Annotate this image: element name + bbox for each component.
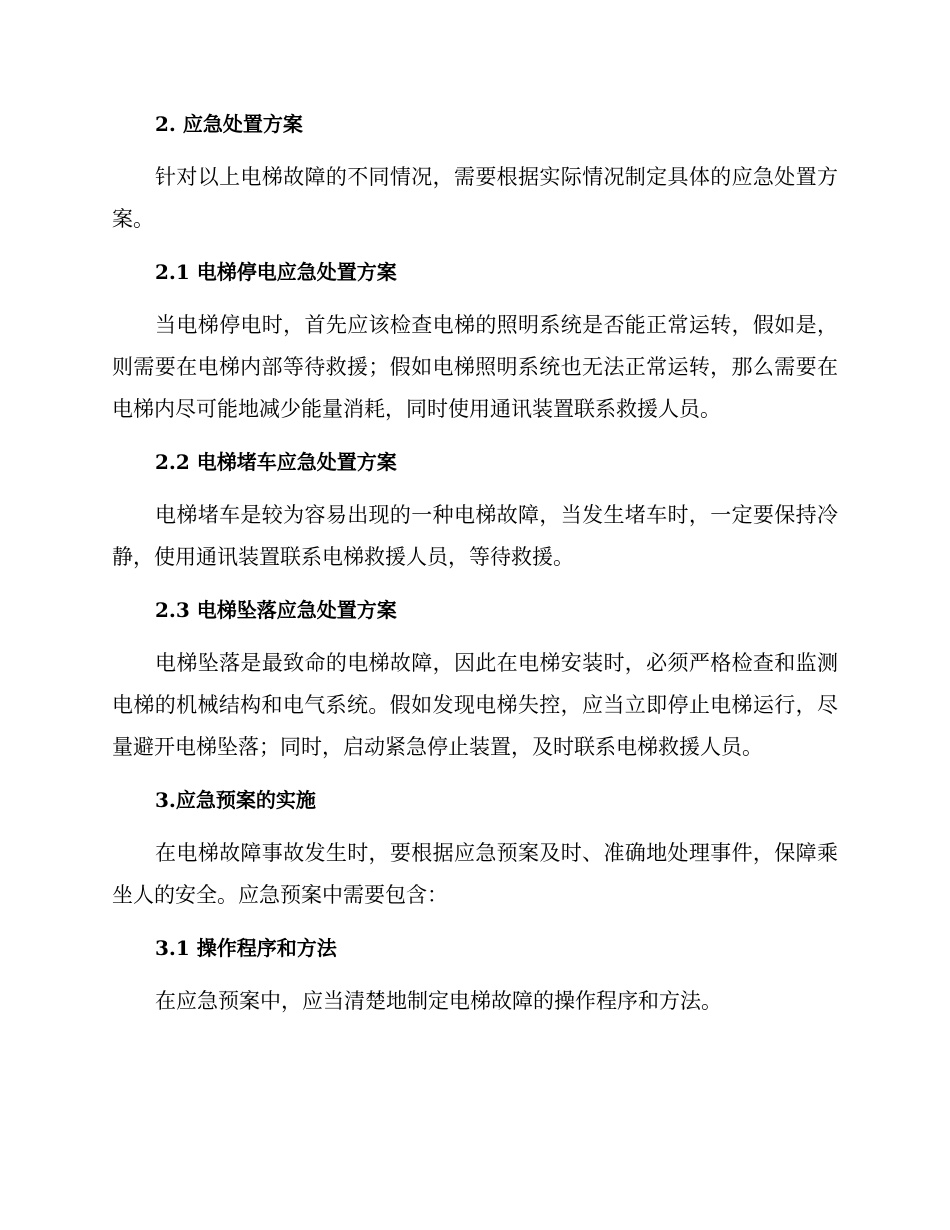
section-paragraph: 电梯堵车是较为容易出现的一种电梯故障，当发生堵车时，一定要保持冷静，使用通讯装置联系电梯救援人员，等待救援。 [112,503,838,569]
section-heading: 2. 应急处置方案 [155,112,303,136]
section-heading: 2.1 电梯停电应急处置方案 [155,260,397,284]
section-heading: 2.2 电梯堵车应急处置方案 [155,450,397,474]
section-paragraph: 当电梯停电时，首先应该检查电梯的照明系统是否能正常运转，假如是，则需要在电梯内部等待救援；假如电梯照明系统也无法正常运转，那么需要在电梯内尽可能地减少能量消耗，同时使用通讯装置联系救援人员。 [112,313,838,421]
section-paragraph: 电梯坠落是最致命的电梯故障，因此在电梯安装时，必须严格检查和监测电梯的机械结构和电气系统。假如发现电梯失控，应当立即停止电梯运行，尽量避开电梯坠落；同时，启动紧急停止装置，及时联系电梯救援人员。 [112,651,838,759]
section-paragraph: 在电梯故障事故发生时，要根据应急预案及时、准确地处理事件，保障乘坐人的安全。应急预案中需要包含： [112,841,838,907]
section-paragraph: 针对以上电梯故障的不同情况，需要根据实际情况制定具体的应急处置方案。 [112,165,838,231]
section-heading: 3.应急预案的实施 [155,788,316,812]
section-heading: 3.1 操作程序和方法 [155,936,337,960]
section-heading: 2.3 电梯坠落应急处置方案 [155,598,397,622]
section-paragraph: 在应急预案中，应当清楚地制定电梯故障的操作程序和方法。 [155,989,722,1013]
